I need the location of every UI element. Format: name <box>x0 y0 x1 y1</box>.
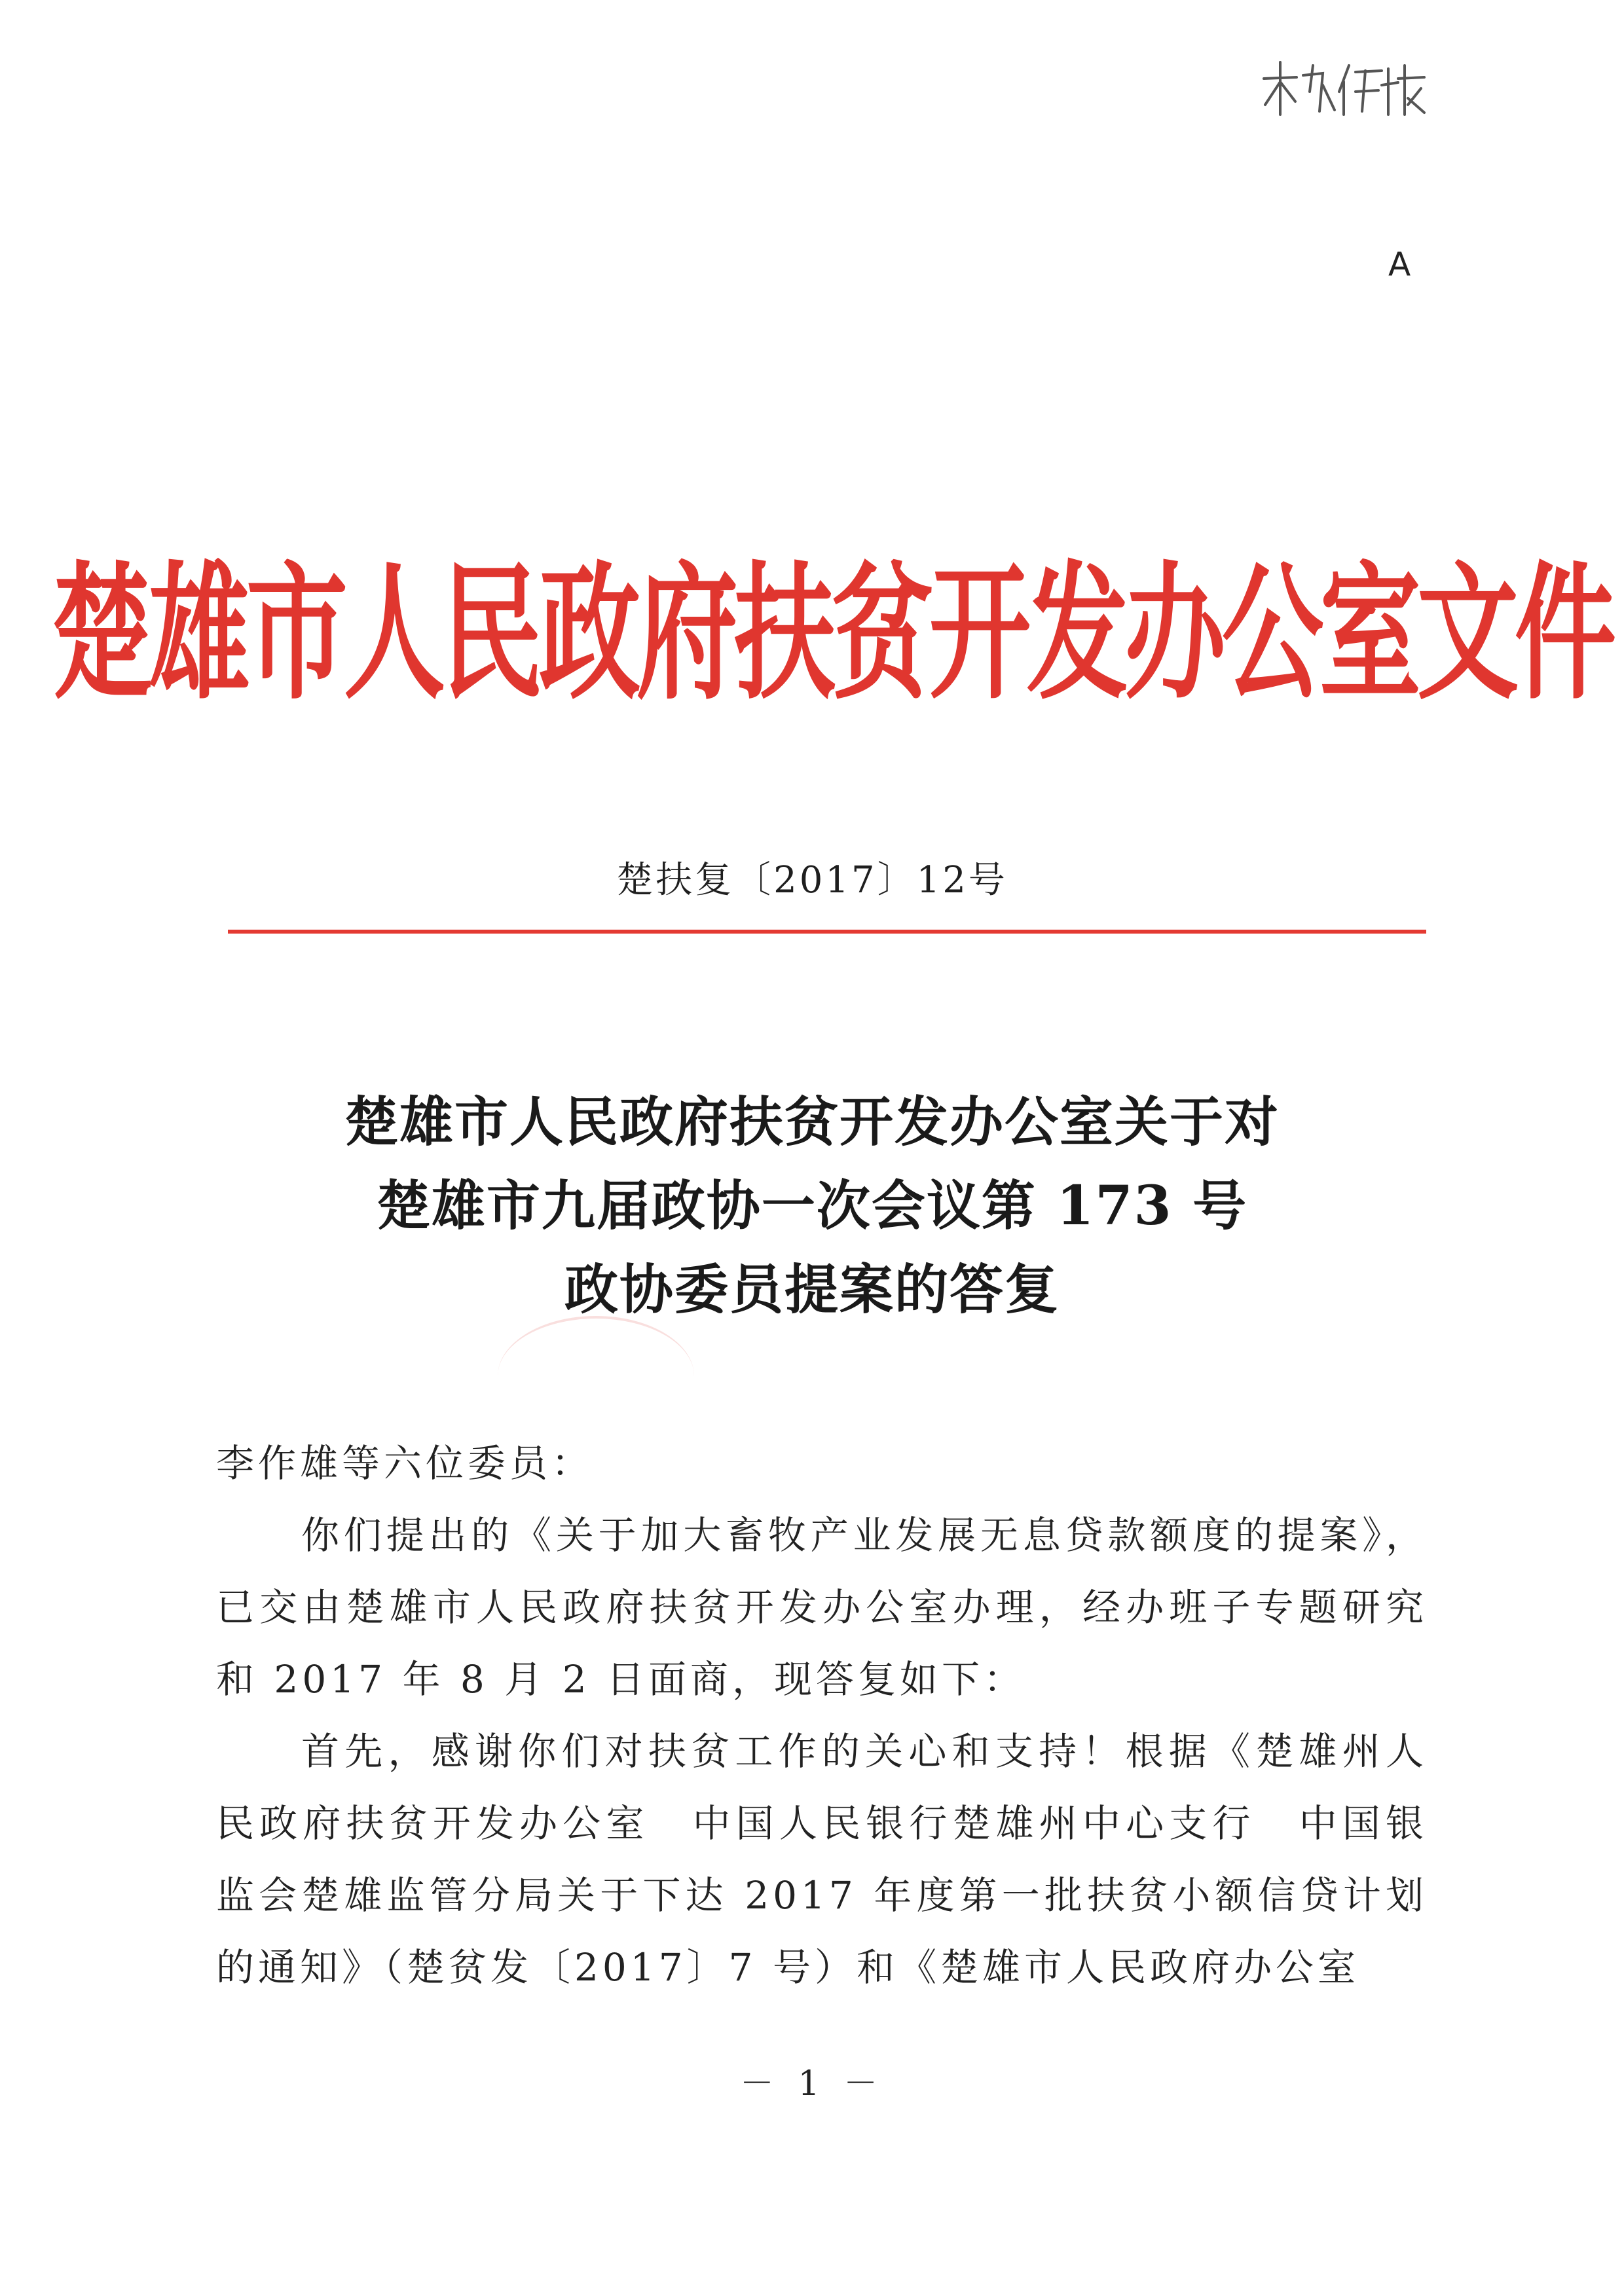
paragraph-2: 首先，感谢你们对扶贫工作的关心和支持！根据《楚雄州人民政府扶贫开发办公室 中国人民银行楚雄州中心支行 中国银监会楚雄监管分局关于下达 2017 年度第一批扶贫小额信贷计划的通知》（楚贫发〔2017〕7 号）和《楚雄市人民政府办公室 <box>216 1729 1428 1990</box>
title-line-2: 楚雄市九届政协一次会议第 173 号 <box>376 1175 1248 1237</box>
handwritten-archive-note <box>1257 52 1434 124</box>
title-line-1: 楚雄市人民政府扶贫开发办公室关于对 <box>344 1091 1280 1154</box>
red-separator-line <box>228 930 1426 934</box>
masthead-title: 楚雄市人民政府扶贫开发办公室文件 <box>51 546 1612 720</box>
masthead <box>51 546 1612 720</box>
salutation: 李作雄等六位委员： <box>216 1441 594 1485</box>
page-number: － 1 － <box>739 2064 885 2104</box>
document-title <box>0 1080 1624 1332</box>
document-number: 楚扶复〔2017〕12号 <box>616 859 1008 902</box>
title-line-3: 政协委员提案的答复 <box>564 1258 1060 1321</box>
body-text <box>216 1427 1428 2003</box>
handwriting-drawing <box>1257 52 1434 124</box>
faded-stamp-trace <box>498 1316 694 1436</box>
paragraph-1: 你们提出的《关于加大畜牧产业发展无息贷款额度的提案》，已交由楚雄市人民政府扶贫开发办公室办理，经办班子专题研究和 2017 年 8 月 2 日面商，现答复如下： <box>216 1513 1428 1702</box>
copy-mark: A <box>1388 246 1411 283</box>
